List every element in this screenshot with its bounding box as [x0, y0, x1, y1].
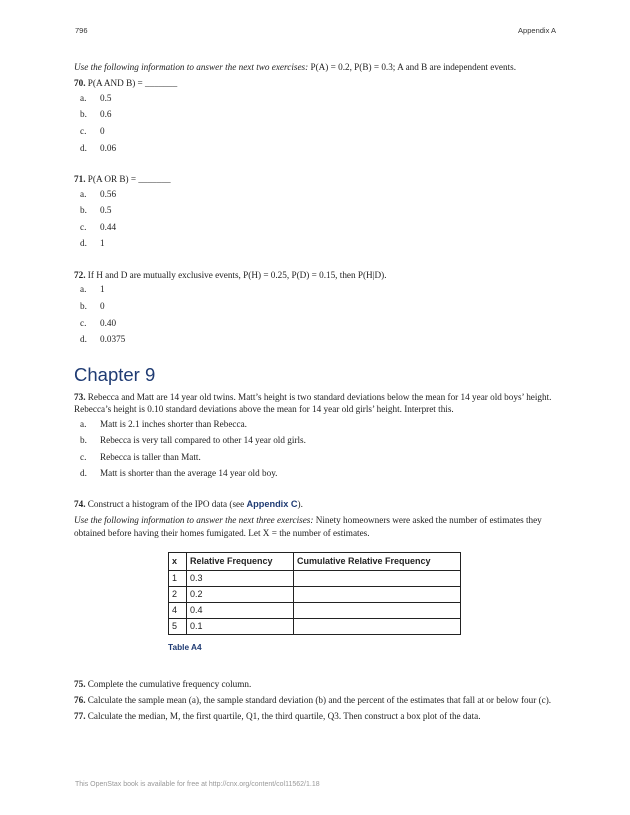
- table-cell: [294, 603, 461, 619]
- table-caption: Table A4: [168, 642, 202, 653]
- exercise-text: Construct a histogram of the IPO data (see: [87, 498, 247, 509]
- table-cell: 5: [169, 619, 187, 635]
- page-content: [74, 61, 558, 723]
- intro-given: P(A) = 0.2, P(B) = 0.3; A and B are independent events.: [310, 62, 517, 72]
- column-header: Cumulative Relative Frequency: [294, 553, 461, 571]
- exercise-number: 72.: [74, 269, 86, 280]
- exercise-text: Calculate the median, M, the first quartile, Q1, the third quartile, Q3. Then construct a box plot of the data.: [87, 711, 481, 722]
- exercise-number: 71.: [74, 174, 86, 185]
- page-number: 796: [75, 26, 88, 35]
- table-cell: 1: [169, 571, 187, 587]
- table-header-row: [169, 553, 461, 571]
- table-cell: [294, 587, 461, 603]
- exercise-number: 77.: [74, 711, 86, 722]
- exercise-number: 75.: [74, 678, 86, 689]
- table-row: [169, 571, 461, 587]
- option: c. Rebecca is taller than Matt.: [80, 451, 201, 462]
- exercise-73: [74, 391, 558, 416]
- exercise-text-end: ).: [297, 498, 303, 509]
- option: a. 1: [80, 284, 105, 295]
- table-row: [169, 603, 461, 619]
- table-row: [169, 619, 461, 635]
- exercise-text: Calculate the sample mean (a), the sample standard deviation (b) and the percent of the estimates that fall at or below four (c).: [87, 694, 552, 705]
- table-cell: [294, 619, 461, 635]
- option: c. 0.44: [80, 221, 117, 232]
- intro-75-77: [74, 514, 558, 539]
- table-cell: 0.1: [187, 619, 294, 635]
- option: a. Matt is 2.1 inches shorter than Rebecca.: [80, 418, 247, 429]
- table-cell: 0.2: [187, 587, 294, 603]
- option: b. 0.5: [80, 205, 112, 216]
- table-row: [169, 587, 461, 603]
- exercise-text: If H and D are mutually exclusive events, P(H) = 0.25, P(D) = 0.15, then P(H|D).: [87, 269, 387, 280]
- intro-70-71: [74, 61, 558, 73]
- exercise-77: [74, 710, 558, 722]
- option: c. 0.40: [80, 317, 117, 328]
- table-cell: 0.4: [187, 603, 294, 619]
- exercise-number: 74.: [74, 498, 86, 509]
- exercise-number: 70.: [74, 78, 86, 89]
- column-header: Relative Frequency: [187, 553, 294, 571]
- exercise-text: P(A OR B) = _______: [87, 174, 171, 185]
- option: b. Rebecca is very tall compared to other 14 year old girls.: [80, 435, 306, 446]
- option: d. 1: [80, 238, 105, 249]
- table-cell: 4: [169, 603, 187, 619]
- options-70: [74, 90, 558, 156]
- option: d. 0.0375: [80, 334, 126, 345]
- intro-lead: Use the following information to answer the next two exercises:: [74, 62, 309, 72]
- table-cell: 0.3: [187, 571, 294, 587]
- table-wrapper: [168, 552, 558, 653]
- option: b. 0: [80, 300, 105, 311]
- exercise-number: 73.: [74, 391, 86, 402]
- exercise-text: Rebecca and Matt are 14 year old twins. Matt’s height is two standard deviations below the mean for 14 year old boys’ height. Rebecca’s height is 0.10 standard deviations above the mean for 14 year old girls’ height. Interpret this.: [74, 391, 552, 415]
- appendix-c-link[interactable]: Appendix C: [246, 498, 298, 509]
- exercise-76: [74, 694, 558, 706]
- option: a. 0.56: [80, 188, 117, 199]
- exercise-75: [74, 678, 558, 690]
- exercise-72: [74, 269, 558, 281]
- table-cell: [294, 571, 461, 587]
- options-73: [74, 416, 558, 482]
- option: b. 0.6: [80, 109, 112, 120]
- page-footer: This OpenStax book is available for free at http://cnx.org/content/col11562/1.18: [75, 781, 320, 788]
- frequency-table: [168, 552, 461, 635]
- exercise-number: 76.: [74, 694, 86, 705]
- options-71: [74, 186, 558, 252]
- option: d. 0.06: [80, 142, 117, 153]
- running-header: Appendix A: [518, 26, 556, 35]
- exercise-text: P(A AND B) = _______: [87, 78, 178, 89]
- chapter-heading: Chapter 9: [74, 363, 156, 385]
- option: c. 0: [80, 126, 105, 136]
- exercise-71: [74, 173, 558, 185]
- intro-lead: Use the following information to answer the next three exercises:: [74, 515, 314, 526]
- exercise-text: Complete the cumulative frequency column.: [87, 678, 252, 689]
- column-header: x: [169, 553, 187, 571]
- intro-text: Ninety homeowners were asked the number of estimates they obtained before having their homes fumigated. Let X = the number of estimates.: [74, 515, 542, 538]
- option: a. 0.5: [80, 92, 112, 103]
- exercise-74: [74, 498, 558, 510]
- table-cell: 2: [169, 587, 187, 603]
- options-72: [74, 281, 558, 347]
- exercise-70: [74, 77, 558, 89]
- option: d. Matt is shorter than the average 14 year old boy.: [80, 468, 278, 479]
